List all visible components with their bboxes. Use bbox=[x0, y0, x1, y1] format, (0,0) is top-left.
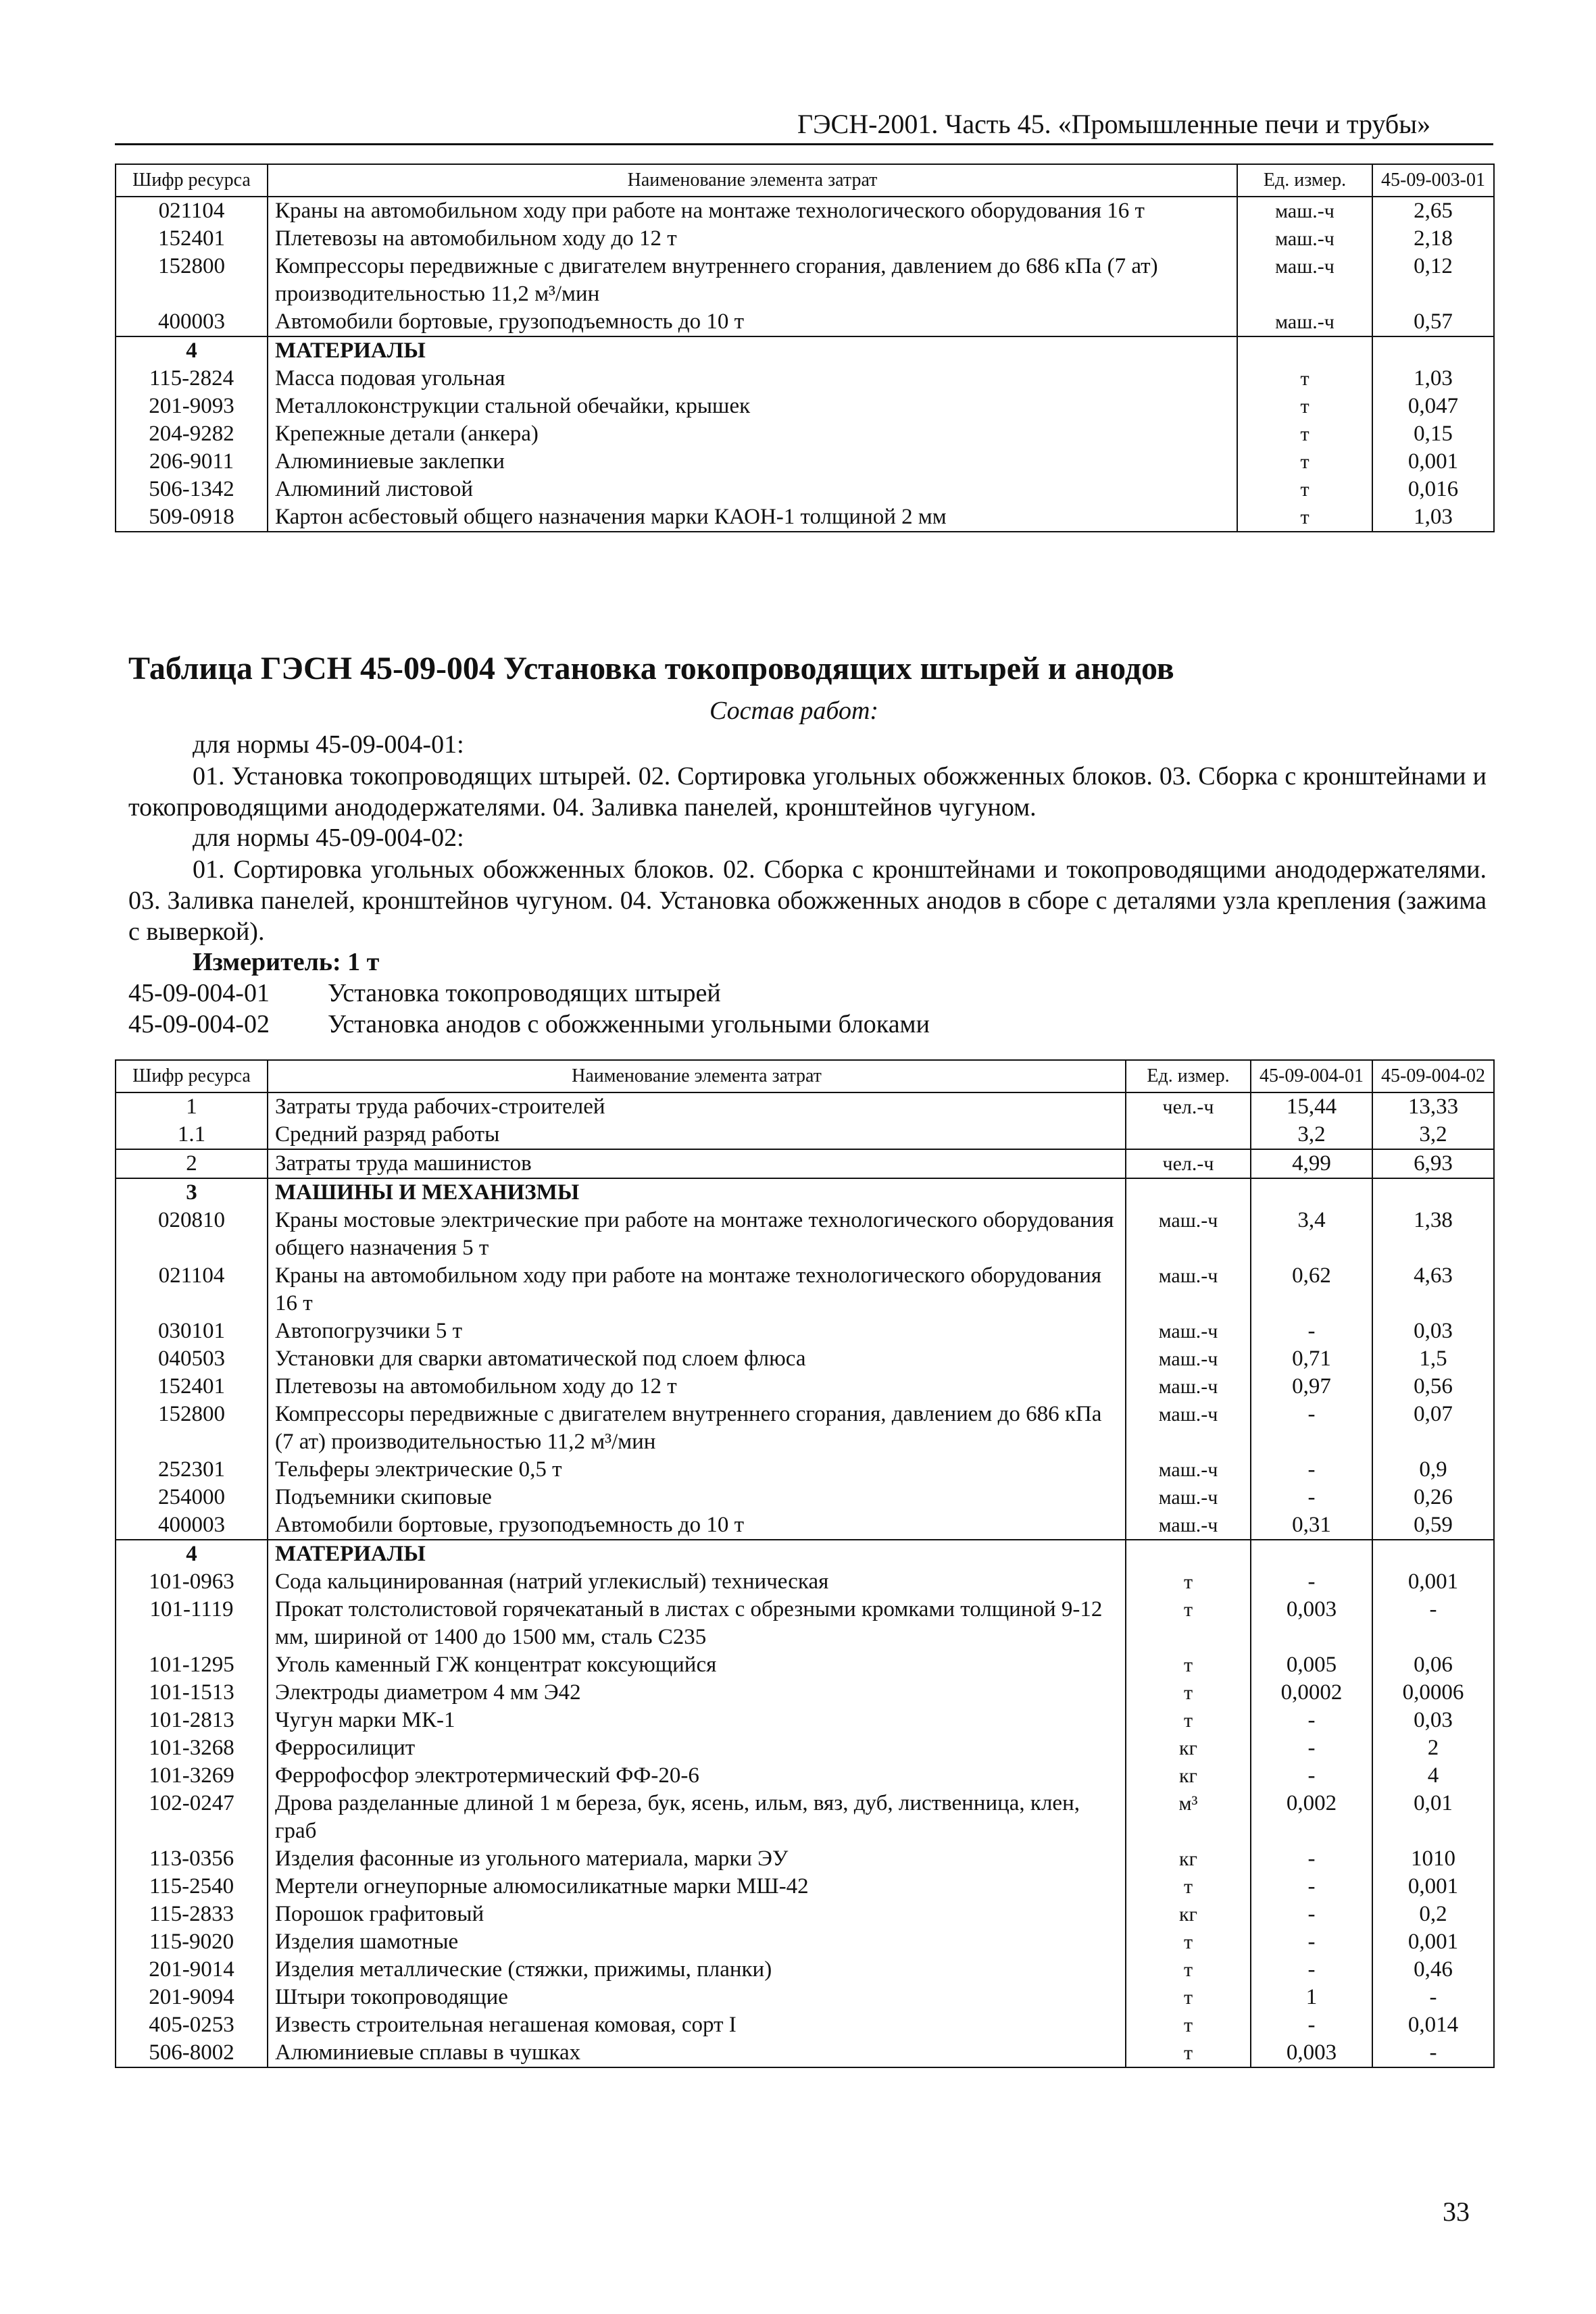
norm-value-2: - bbox=[1372, 1984, 1494, 2011]
resource-code: 115-9020 bbox=[116, 1928, 268, 1956]
norm-value-1: - bbox=[1251, 1873, 1372, 1901]
resource-code: 020810 bbox=[116, 1207, 268, 1262]
norm2-label: для нормы 45-09-004-02: bbox=[193, 824, 464, 852]
unit-of-measure: маш.-ч bbox=[1126, 1345, 1251, 1373]
unit-of-measure: т bbox=[1126, 1707, 1251, 1734]
resource-code: 101-0963 bbox=[116, 1568, 268, 1596]
unit-of-measure: м³ bbox=[1126, 1790, 1251, 1845]
unit-of-measure: т bbox=[1237, 393, 1372, 420]
table-row bbox=[116, 1596, 1494, 1651]
resource-code: 152401 bbox=[116, 1373, 268, 1401]
unit-of-measure bbox=[1126, 1121, 1251, 1149]
norm-value-2: 0,001 bbox=[1372, 1873, 1494, 1901]
resource-name: Автомобили бортовые, грузоподъемность до 10 т bbox=[268, 308, 1237, 336]
table-row bbox=[116, 1928, 1494, 1956]
resource-code: 115-2833 bbox=[116, 1901, 268, 1928]
resource-name: Чугун марки МК-1 bbox=[268, 1707, 1126, 1734]
header-divider bbox=[115, 143, 1493, 145]
unit-of-measure: т bbox=[1237, 476, 1372, 503]
resource-code: 2 bbox=[116, 1149, 268, 1178]
norm-value-1: 0,003 bbox=[1251, 1596, 1372, 1651]
norm-value-1: 0,71 bbox=[1251, 1345, 1372, 1373]
resource-code: 254000 bbox=[116, 1484, 268, 1511]
resource-table-45-09-004 bbox=[115, 1059, 1495, 2068]
norm-value-2: 0,03 bbox=[1372, 1707, 1494, 1734]
table-row bbox=[116, 197, 1494, 225]
unit-of-measure: т bbox=[1126, 1956, 1251, 1984]
resource-table-45-09-003 bbox=[115, 164, 1495, 532]
norm-value-1: - bbox=[1251, 1707, 1372, 1734]
table-row bbox=[116, 448, 1494, 476]
unit-of-measure: т bbox=[1237, 365, 1372, 393]
unit-of-measure bbox=[1126, 1178, 1251, 1207]
table-row bbox=[116, 420, 1494, 448]
norm-value-1: 0,0002 bbox=[1251, 1679, 1372, 1707]
table-row bbox=[116, 1401, 1494, 1456]
resource-name: Плетевозы на автомобильном ходу до 12 т bbox=[268, 225, 1237, 253]
unit-of-measure bbox=[1126, 1540, 1251, 1568]
norm-value-1: 0,97 bbox=[1251, 1373, 1372, 1401]
resource-name: МАТЕРИАЛЫ bbox=[268, 336, 1237, 365]
table-row bbox=[116, 1984, 1494, 2011]
norm-value-2: 0,59 bbox=[1372, 1511, 1494, 1540]
resource-name: Изделия металлические (стяжки, прижимы, планки) bbox=[268, 1956, 1126, 1984]
norm-value-2: 3,2 bbox=[1372, 1121, 1494, 1149]
resource-code: 206-9011 bbox=[116, 448, 268, 476]
table-row bbox=[116, 1845, 1494, 1873]
resource-name: Компрессоры передвижные с двигателем внутреннего сгорания, давлением до 686 кПа (7 ат) производительностью 11,2 м³/мин bbox=[268, 1401, 1126, 1456]
resource-name: Алюминий листовой bbox=[268, 476, 1237, 503]
norm-value-1: 1,03 bbox=[1372, 503, 1494, 532]
resource-code: 509-0918 bbox=[116, 503, 268, 532]
resource-name: Средний разряд работы bbox=[268, 1121, 1126, 1149]
norm-value-2: 0,2 bbox=[1372, 1901, 1494, 1928]
resource-name: Алюминиевые сплавы в чушках bbox=[268, 2039, 1126, 2067]
resource-name: Крепежные детали (анкера) bbox=[268, 420, 1237, 448]
unit-of-measure: чел.-ч bbox=[1126, 1092, 1251, 1121]
resource-name: МАТЕРИАЛЫ bbox=[268, 1540, 1126, 1568]
header-norm-45-09-004-01: 45-09-004-01 bbox=[1251, 1060, 1372, 1092]
table-row bbox=[116, 1456, 1494, 1484]
resource-name: Установки для сварки автоматической под слоем флюса bbox=[268, 1345, 1126, 1373]
resource-name: Сода кальцинированная (натрий углекислый) техническая bbox=[268, 1568, 1126, 1596]
unit-of-measure: маш.-ч bbox=[1126, 1317, 1251, 1345]
unit-of-measure: т bbox=[1126, 2011, 1251, 2039]
table-row bbox=[116, 476, 1494, 503]
norm-value-1: 0,005 bbox=[1251, 1651, 1372, 1679]
table-row bbox=[116, 1873, 1494, 1901]
resource-code: 252301 bbox=[116, 1456, 268, 1484]
norm-value-1: - bbox=[1251, 1734, 1372, 1762]
unit-of-measure: маш.-ч bbox=[1237, 225, 1372, 253]
norm-value-2: 0,014 bbox=[1372, 2011, 1494, 2039]
table-row bbox=[116, 365, 1494, 393]
unit-of-measure: кг bbox=[1126, 1734, 1251, 1762]
norm1-work-composition: 01. Установка токопроводящих штырей. 02. Сортировка угольных обожженных блоков. 03. Сборка с кронштейнами и токопроводящими анододержателями. 04. Заливка панелей, кронштейнов чугуном. bbox=[128, 762, 1487, 822]
header-name: Наименование элемента затрат bbox=[268, 164, 1237, 197]
unit-of-measure: т bbox=[1126, 1984, 1251, 2011]
page-header: ГЭСН-2001. Часть 45. «Промышленные печи и трубы» bbox=[797, 109, 1431, 139]
resource-name: Затраты труда рабочих-строителей bbox=[268, 1092, 1126, 1121]
resource-code: 030101 bbox=[116, 1317, 268, 1345]
table-row bbox=[116, 308, 1494, 336]
resource-code: 115-2540 bbox=[116, 1873, 268, 1901]
header-norm-45-09-004-02: 45-09-004-02 bbox=[1372, 1060, 1494, 1092]
table-row bbox=[116, 1178, 1494, 1207]
norm-value-1: - bbox=[1251, 1456, 1372, 1484]
resource-name: Дрова разделанные длиной 1 м береза, бук, ясень, ильм, вяз, дуб, лиственница, клен, граб bbox=[268, 1790, 1126, 1845]
norm-value-1: 1 bbox=[1251, 1984, 1372, 2011]
table-row bbox=[116, 1790, 1494, 1845]
norm-value-1: 0,31 bbox=[1251, 1511, 1372, 1540]
norm-value-2: 1,5 bbox=[1372, 1345, 1494, 1373]
header-unit: Ед. измер. bbox=[1237, 164, 1372, 197]
resource-code: 1.1 bbox=[116, 1121, 268, 1149]
resource-code: 021104 bbox=[116, 197, 268, 225]
unit-of-measure: маш.-ч bbox=[1237, 253, 1372, 308]
norm-value-2: 0,0006 bbox=[1372, 1679, 1494, 1707]
resource-code: 405-0253 bbox=[116, 2011, 268, 2039]
unit-of-measure: маш.-ч bbox=[1237, 197, 1372, 225]
resource-name: Феррофосфор электротермический ФФ-20-6 bbox=[268, 1762, 1126, 1790]
norm-value-2: 0,01 bbox=[1372, 1790, 1494, 1845]
resource-name: Краны мостовые электрические при работе на монтаже технологического оборудования общего назначения 5 т bbox=[268, 1207, 1126, 1262]
resource-code: 152401 bbox=[116, 225, 268, 253]
norm-value-2: - bbox=[1372, 1596, 1494, 1651]
norm-value-2: 0,001 bbox=[1372, 1928, 1494, 1956]
table-row bbox=[116, 1092, 1494, 1121]
resource-code: 1 bbox=[116, 1092, 268, 1121]
resource-code: 4 bbox=[116, 336, 268, 365]
norm-value-1: - bbox=[1251, 1845, 1372, 1873]
table-row bbox=[116, 393, 1494, 420]
table-row bbox=[116, 1511, 1494, 1540]
norm-value-2: 0,001 bbox=[1372, 1568, 1494, 1596]
header-norm-45-09-003-01: 45-09-003-01 bbox=[1372, 164, 1494, 197]
header-code: Шифр ресурса bbox=[116, 164, 268, 197]
norm-value-2: 0,07 bbox=[1372, 1401, 1494, 1456]
table-row bbox=[116, 1734, 1494, 1762]
table-row bbox=[116, 1707, 1494, 1734]
table-row bbox=[116, 225, 1494, 253]
norm-value-2 bbox=[1372, 1540, 1494, 1568]
resource-code: 204-9282 bbox=[116, 420, 268, 448]
norm-value-2: 6,93 bbox=[1372, 1149, 1494, 1178]
norm-value-1: 0,003 bbox=[1251, 2039, 1372, 2067]
table-row bbox=[116, 1679, 1494, 1707]
resource-code: 201-9014 bbox=[116, 1956, 268, 1984]
norm-value-1: 0,002 bbox=[1251, 1790, 1372, 1845]
norm-value-2: 1010 bbox=[1372, 1845, 1494, 1873]
table-row bbox=[116, 2011, 1494, 2039]
header-code: Шифр ресурса bbox=[116, 1060, 268, 1092]
resource-name: Автомобили бортовые, грузоподъемность до 10 т bbox=[268, 1511, 1126, 1540]
norm-value-2: 0,46 bbox=[1372, 1956, 1494, 1984]
resource-code: 115-2824 bbox=[116, 365, 268, 393]
resource-name: Изделия фасонные из угольного материала, марки ЭУ bbox=[268, 1845, 1126, 1873]
norm-value-2: 1,38 bbox=[1372, 1207, 1494, 1262]
table-row bbox=[116, 1345, 1494, 1373]
resource-name: Уголь каменный ГЖ концентрат коксующийся bbox=[268, 1651, 1126, 1679]
resource-code: 101-3268 bbox=[116, 1734, 268, 1762]
unit-of-measure: маш.-ч bbox=[1237, 308, 1372, 336]
table-row bbox=[116, 253, 1494, 308]
unit-of-measure: т bbox=[1126, 1679, 1251, 1707]
resource-name: Мертели огнеупорные алюмосиликатные марки МШ-42 bbox=[268, 1873, 1126, 1901]
table-row bbox=[116, 1149, 1494, 1178]
norm-value-2: 0,26 bbox=[1372, 1484, 1494, 1511]
norm-value-1: 0,12 bbox=[1372, 253, 1494, 308]
resource-code: 101-3269 bbox=[116, 1762, 268, 1790]
resource-code: 201-9093 bbox=[116, 393, 268, 420]
norm-value-2: 4 bbox=[1372, 1762, 1494, 1790]
unit-of-measure: т bbox=[1126, 2039, 1251, 2067]
norm-value-1 bbox=[1251, 1178, 1372, 1207]
norm-value-2 bbox=[1372, 1178, 1494, 1207]
table-row bbox=[116, 1901, 1494, 1928]
resource-code: 152800 bbox=[116, 1401, 268, 1456]
norm-value-1: 0,016 bbox=[1372, 476, 1494, 503]
norm-value-1: 3,2 bbox=[1251, 1121, 1372, 1149]
norm-value-1: 3,4 bbox=[1251, 1207, 1372, 1262]
resource-name: Картон асбестовый общего назначения марки КАОН-1 толщиной 2 мм bbox=[268, 503, 1237, 532]
norm-item-code: 45-09-004-02 bbox=[128, 1010, 270, 1038]
unit-of-measure: маш.-ч bbox=[1126, 1484, 1251, 1511]
resource-name: Порошок графитовый bbox=[268, 1901, 1126, 1928]
norm-value-2: 0,9 bbox=[1372, 1456, 1494, 1484]
resource-name: Масса подовая угольная bbox=[268, 365, 1237, 393]
table-row bbox=[116, 1651, 1494, 1679]
table-row bbox=[116, 1121, 1494, 1149]
norm-value-1 bbox=[1372, 336, 1494, 365]
resource-name: Алюминиевые заклепки bbox=[268, 448, 1237, 476]
resource-name: Краны на автомобильном ходу при работе на монтаже технологического оборудования 16 т bbox=[268, 197, 1237, 225]
table-row bbox=[116, 1207, 1494, 1262]
norm-item-code: 45-09-004-01 bbox=[128, 979, 270, 1007]
unit-of-measure: маш.-ч bbox=[1126, 1207, 1251, 1262]
unit-of-measure: маш.-ч bbox=[1126, 1401, 1251, 1456]
norm-value-1: 0,047 bbox=[1372, 393, 1494, 420]
unit-of-measure: т bbox=[1126, 1596, 1251, 1651]
resource-code: 201-9094 bbox=[116, 1984, 268, 2011]
norm-value-1: 2,65 bbox=[1372, 197, 1494, 225]
section-subtitle: Состав работ: bbox=[709, 697, 879, 725]
unit-of-measure: маш.-ч bbox=[1126, 1511, 1251, 1540]
norm2-work-composition: 01. Сортировка угольных обожженных блоков. 02. Сборка с кронштейнами и токопроводящими анододержателями. 03. Заливка панелей, кронштейнов чугуном. 04. Установка обожженных анодов в сборе с деталями узла крепления (зажима с выверкой). bbox=[128, 855, 1487, 946]
table-row bbox=[116, 2039, 1494, 2067]
norm-value-1: - bbox=[1251, 1901, 1372, 1928]
norm-value-1: 0,57 bbox=[1372, 308, 1494, 336]
section-title: Таблица ГЭСН 45-09-004 Установка токопроводящих штырей и анодов bbox=[128, 651, 1174, 686]
resource-name: Электроды диаметром 4 мм Э42 bbox=[268, 1679, 1126, 1707]
norm-value-1: 15,44 bbox=[1251, 1092, 1372, 1121]
resource-name: МАШИНЫ И МЕХАНИЗМЫ bbox=[268, 1178, 1126, 1207]
resource-code: 102-0247 bbox=[116, 1790, 268, 1845]
resource-code: 400003 bbox=[116, 308, 268, 336]
resource-name: Затраты труда машинистов bbox=[268, 1149, 1126, 1178]
norm-value-2: 0,03 bbox=[1372, 1317, 1494, 1345]
norm-value-2: 4,63 bbox=[1372, 1262, 1494, 1317]
unit-of-measure: кг bbox=[1126, 1762, 1251, 1790]
norm-value-1: - bbox=[1251, 1928, 1372, 1956]
unit-of-measure: т bbox=[1126, 1568, 1251, 1596]
resource-name: Тельферы электрические 0,5 т bbox=[268, 1456, 1126, 1484]
meter-label: Измеритель: 1 т bbox=[193, 948, 380, 976]
resource-code: 152800 bbox=[116, 253, 268, 308]
resource-name: Автопогрузчики 5 т bbox=[268, 1317, 1126, 1345]
unit-of-measure: т bbox=[1126, 1928, 1251, 1956]
resource-name: Металлоконструкции стальной обечайки, крышек bbox=[268, 393, 1237, 420]
resource-code: 101-2813 bbox=[116, 1707, 268, 1734]
unit-of-measure: чел.-ч bbox=[1126, 1149, 1251, 1178]
norm-value-1: - bbox=[1251, 1762, 1372, 1790]
norm-value-2: 0,56 bbox=[1372, 1373, 1494, 1401]
unit-of-measure: кг bbox=[1126, 1901, 1251, 1928]
unit-of-measure: маш.-ч bbox=[1126, 1373, 1251, 1401]
page-number: 33 bbox=[1443, 2196, 1470, 2227]
table-row bbox=[116, 336, 1494, 365]
header-unit: Ед. измер. bbox=[1126, 1060, 1251, 1092]
norm-value-1: - bbox=[1251, 1568, 1372, 1596]
resource-name: Прокат толстолистовой горячекатаный в листах с обрезными кромками толщиной 9-12 мм, шириной от 1400 до 1500 мм, сталь С235 bbox=[268, 1596, 1126, 1651]
norm-item-text: Установка анодов с обожженными угольными блоками bbox=[328, 1010, 930, 1038]
norm1-label: для нормы 45-09-004-01: bbox=[193, 730, 464, 759]
table-row bbox=[116, 503, 1494, 532]
header-name: Наименование элемента затрат bbox=[268, 1060, 1126, 1092]
resource-code: 040503 bbox=[116, 1345, 268, 1373]
resource-name: Краны на автомобильном ходу при работе на монтаже технологического оборудования 16 т bbox=[268, 1262, 1126, 1317]
table-row bbox=[116, 1373, 1494, 1401]
resource-code: 506-1342 bbox=[116, 476, 268, 503]
norm-value-1: - bbox=[1251, 1401, 1372, 1456]
resource-code: 4 bbox=[116, 1540, 268, 1568]
norm-value-1 bbox=[1251, 1540, 1372, 1568]
resource-code: 101-1119 bbox=[116, 1596, 268, 1651]
resource-name: Изделия шамотные bbox=[268, 1928, 1126, 1956]
unit-of-measure: т bbox=[1126, 1651, 1251, 1679]
norm-value-1: - bbox=[1251, 2011, 1372, 2039]
norm-value-1: - bbox=[1251, 1484, 1372, 1511]
table-row bbox=[116, 1956, 1494, 1984]
resource-name: Плетевозы на автомобильном ходу до 12 т bbox=[268, 1373, 1126, 1401]
unit-of-measure: т bbox=[1237, 448, 1372, 476]
norm-value-1: - bbox=[1251, 1956, 1372, 1984]
table-row bbox=[116, 1262, 1494, 1317]
norm-value-1: 0,001 bbox=[1372, 448, 1494, 476]
resource-name: Подъемники скиповые bbox=[268, 1484, 1126, 1511]
norm-value-1: 4,99 bbox=[1251, 1149, 1372, 1178]
table-row bbox=[116, 1762, 1494, 1790]
unit-of-measure bbox=[1237, 336, 1372, 365]
resource-code: 101-1513 bbox=[116, 1679, 268, 1707]
resource-name: Компрессоры передвижные с двигателем внутреннего сгорания, давлением до 686 кПа (7 ат) производительностью 11,2 м³/мин bbox=[268, 253, 1237, 308]
norm-value-2: 13,33 bbox=[1372, 1092, 1494, 1121]
resource-code: 101-1295 bbox=[116, 1651, 268, 1679]
resource-name: Известь строительная негашеная комовая, сорт I bbox=[268, 2011, 1126, 2039]
table-row bbox=[116, 1317, 1494, 1345]
norm-value-1: 0,15 bbox=[1372, 420, 1494, 448]
resource-code: 506-8002 bbox=[116, 2039, 268, 2067]
table-row bbox=[116, 1568, 1494, 1596]
norm-value-2: 0,06 bbox=[1372, 1651, 1494, 1679]
resource-name: Ферросилицит bbox=[268, 1734, 1126, 1762]
resource-code: 3 bbox=[116, 1178, 268, 1207]
unit-of-measure: т bbox=[1237, 420, 1372, 448]
resource-code: 400003 bbox=[116, 1511, 268, 1540]
norm-item-text: Установка токопроводящих штырей bbox=[328, 979, 721, 1007]
norm-value-2: 2 bbox=[1372, 1734, 1494, 1762]
unit-of-measure: кг bbox=[1126, 1845, 1251, 1873]
norm-value-1: 2,18 bbox=[1372, 225, 1494, 253]
table-row bbox=[116, 1484, 1494, 1511]
norm-value-1: - bbox=[1251, 1317, 1372, 1345]
table-row bbox=[116, 1540, 1494, 1568]
norm-value-1: 1,03 bbox=[1372, 365, 1494, 393]
norm-value-1: 0,62 bbox=[1251, 1262, 1372, 1317]
resource-name: Штыри токопроводящие bbox=[268, 1984, 1126, 2011]
norm-value-2: - bbox=[1372, 2039, 1494, 2067]
resource-code: 113-0356 bbox=[116, 1845, 268, 1873]
resource-code: 021104 bbox=[116, 1262, 268, 1317]
unit-of-measure: маш.-ч bbox=[1126, 1456, 1251, 1484]
unit-of-measure: т bbox=[1126, 1873, 1251, 1901]
unit-of-measure: т bbox=[1237, 503, 1372, 532]
unit-of-measure: маш.-ч bbox=[1126, 1262, 1251, 1317]
